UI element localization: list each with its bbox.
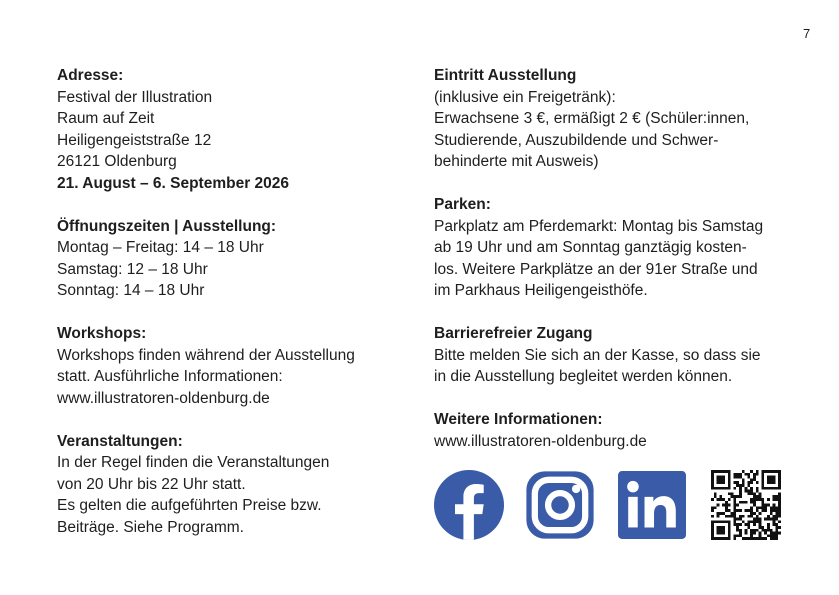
events-heading: Veranstaltungen:: [57, 432, 183, 450]
admission-line: (inklusive ein Freigetränk):: [434, 88, 616, 106]
admission-section: [434, 65, 804, 173]
facebook-icon[interactable]: [434, 470, 504, 540]
info-column-right: [434, 65, 804, 474]
festival-dates: 21. August – 6. September 2026: [57, 174, 290, 192]
parking-line: im Parkhaus Heiligengeisthöfe.: [434, 282, 648, 299]
workshops-line: Workshops finden während der Ausstellung: [57, 346, 355, 364]
parking-section: [434, 194, 804, 302]
opening-hours-line: Montag – Freitag: 14 – 18 Uhr: [57, 239, 264, 256]
accessibility-line: in die Ausstellung begleitet werden können.: [434, 368, 733, 385]
workshops-heading: Workshops:: [57, 325, 147, 342]
workshops-section: [57, 323, 387, 409]
events-line: Beiträge. Siehe Programm.: [57, 518, 244, 536]
admission-line: Erwachsene 3 €, ermäßigt 2 € (Schüler:innen,: [434, 110, 750, 127]
address-line: Raum auf Zeit: [57, 110, 155, 127]
admission-line: Studierende, Auszubildende und Schwer-: [434, 131, 719, 149]
parking-line: los. Weitere Parkplätze an der 91er Straße und: [434, 260, 758, 278]
address-line: Festival der Illustration: [57, 88, 213, 106]
accessibility-line: Bitte melden Sie sich an der Kasse, so dass sie: [434, 346, 761, 364]
linkedin-icon[interactable]: [618, 471, 686, 539]
admission-line: behinderte mit Ausweis): [434, 153, 599, 170]
page-number: 7: [803, 26, 811, 41]
events-line: von 20 Uhr bis 22 Uhr statt.: [57, 475, 246, 493]
workshops-url: www.illustratoren-oldenburg.de: [57, 389, 270, 407]
workshops-line: statt. Ausführliche Informationen:: [57, 368, 283, 385]
info-column-left: [57, 65, 387, 560]
more-info-heading: Weitere Informationen:: [434, 411, 603, 428]
more-info-url: www.illustratoren-oldenburg.de: [434, 432, 647, 450]
address-line: 26121 Oldenburg: [57, 153, 177, 170]
accessibility-section: [434, 323, 804, 388]
qr-code[interactable]: [711, 470, 781, 540]
instagram-icon[interactable]: [525, 470, 595, 540]
address-line: Heiligengeiststraße 12: [57, 131, 212, 149]
social-icons-row: [434, 469, 781, 541]
events-section: [57, 431, 387, 539]
parking-line: ab 19 Uhr und am Sonntag ganztägig kosten-: [434, 239, 747, 256]
parking-heading: Parken:: [434, 196, 491, 213]
admission-heading: Eintritt Ausstellung: [434, 67, 577, 84]
address-heading: Adresse:: [57, 67, 124, 84]
opening-hours-section: [57, 216, 387, 302]
events-line: In der Regel finden die Veranstaltungen: [57, 454, 330, 471]
opening-hours-heading: Öffnungszeiten | Ausstellung:: [57, 217, 277, 235]
opening-hours-line: Samstag: 12 – 18 Uhr: [57, 260, 208, 278]
accessibility-heading: Barrierefreier Zugang: [434, 325, 593, 342]
opening-hours-line: Sonntag: 14 – 18 Uhr: [57, 282, 205, 299]
events-line: Es gelten die aufgeführten Preise bzw.: [57, 497, 322, 514]
more-info-section: [434, 409, 804, 452]
parking-line: Parkplatz am Pferdemarkt: Montag bis Samstag: [434, 217, 764, 235]
address-section: [57, 65, 387, 194]
